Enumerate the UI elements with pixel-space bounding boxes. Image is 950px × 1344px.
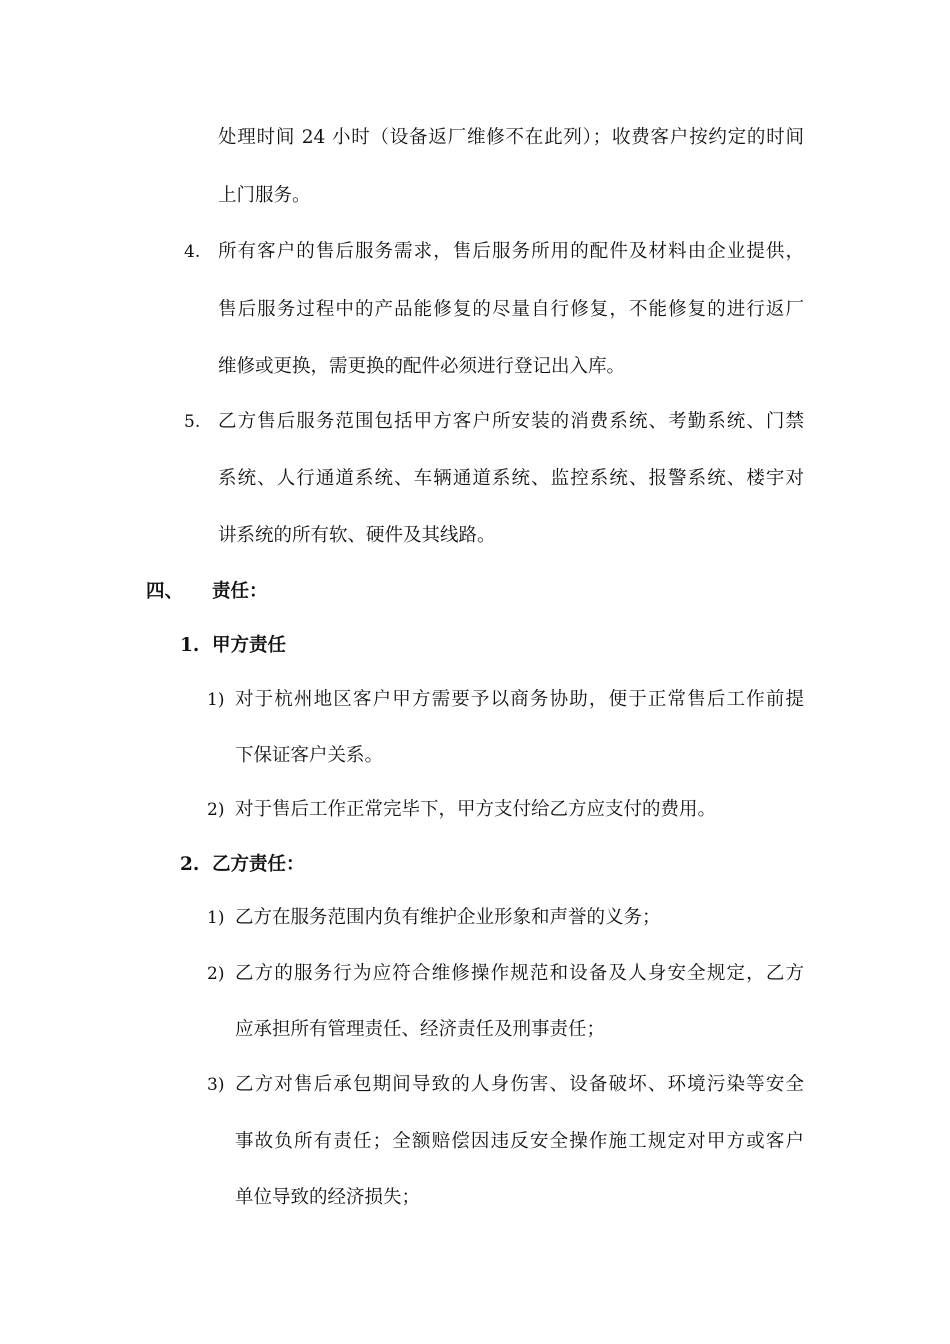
item5-number: 5. [184, 412, 201, 432]
item4-number: 4. [184, 242, 201, 262]
party-a-title: 甲方责任 [212, 635, 287, 656]
party-b-item1-number: 1) [207, 908, 225, 928]
party-b-number: 2. [180, 854, 200, 875]
party-b-item3-line-3: 单位导致的经济损失； [235, 1187, 421, 1208]
party-b-item2-line-1: 乙方的服务行为应符合维修操作规范和设备及人身安全规定，乙方 [235, 963, 804, 984]
party-b-item2-number: 2) [207, 964, 225, 984]
party-a-item1-number: 1) [207, 690, 225, 710]
item4-line-2: 售后服务过程中的产品能修复的尽量自行修复，不能修复的进行返厂 [218, 299, 804, 320]
party-a-number: 1. [180, 635, 200, 656]
party-b-item3-line-2: 事故负所有责任；全额赔偿因违反安全操作施工规定对甲方或客户 [235, 1131, 804, 1152]
item4-line-3: 维修或更换，需更换的配件必须进行登记出入库。 [218, 356, 626, 377]
party-b-item3-line-1: 乙方对售后承包期间导致的人身伤害、设备破坏、环境污染等安全 [235, 1074, 804, 1095]
party-b-item1-line-1: 乙方在服务范围内负有维护企业形象和声誉的义务； [235, 907, 661, 928]
party-b-item3-number: 3) [207, 1075, 225, 1095]
party-b-title: 乙方责任： [212, 854, 305, 875]
party-b-item2-line-2: 应承担所有管理责任、经济责任及刑事责任； [235, 1019, 606, 1040]
section4-number: 四、 [146, 581, 184, 602]
item5-line-3: 讲系统的所有软、硬件及其线路。 [218, 525, 496, 546]
item3-line-2: 上门服务。 [218, 185, 311, 206]
item5-line-2: 系统、人行通道系统、车辆通道系统、监控系统、报警系统、楼宇对 [218, 468, 804, 489]
item3-line-1: 处理时间 24 小时（设备返厂维修不在此列）；收费客户按约定的时间 [218, 127, 804, 148]
item4-line-1: 所有客户的售后服务需求，售后服务所用的配件及材料由企业提供， [218, 241, 804, 262]
party-a-item2-number: 2) [207, 800, 225, 820]
party-a-item1-line-1: 对于杭州地区客户甲方需要予以商务协助，便于正常售后工作前提 [235, 689, 804, 710]
section4-title: 责任： [212, 581, 268, 602]
party-a-item2-line-1: 对于售后工作正常完毕下，甲方支付给乙方应支付的费用。 [235, 799, 717, 820]
party-a-item1-line-2: 下保证客户关系。 [235, 745, 384, 766]
item5-line-1: 乙方售后服务范围包括甲方客户所安装的消费系统、考勤系统、门禁 [218, 411, 804, 432]
